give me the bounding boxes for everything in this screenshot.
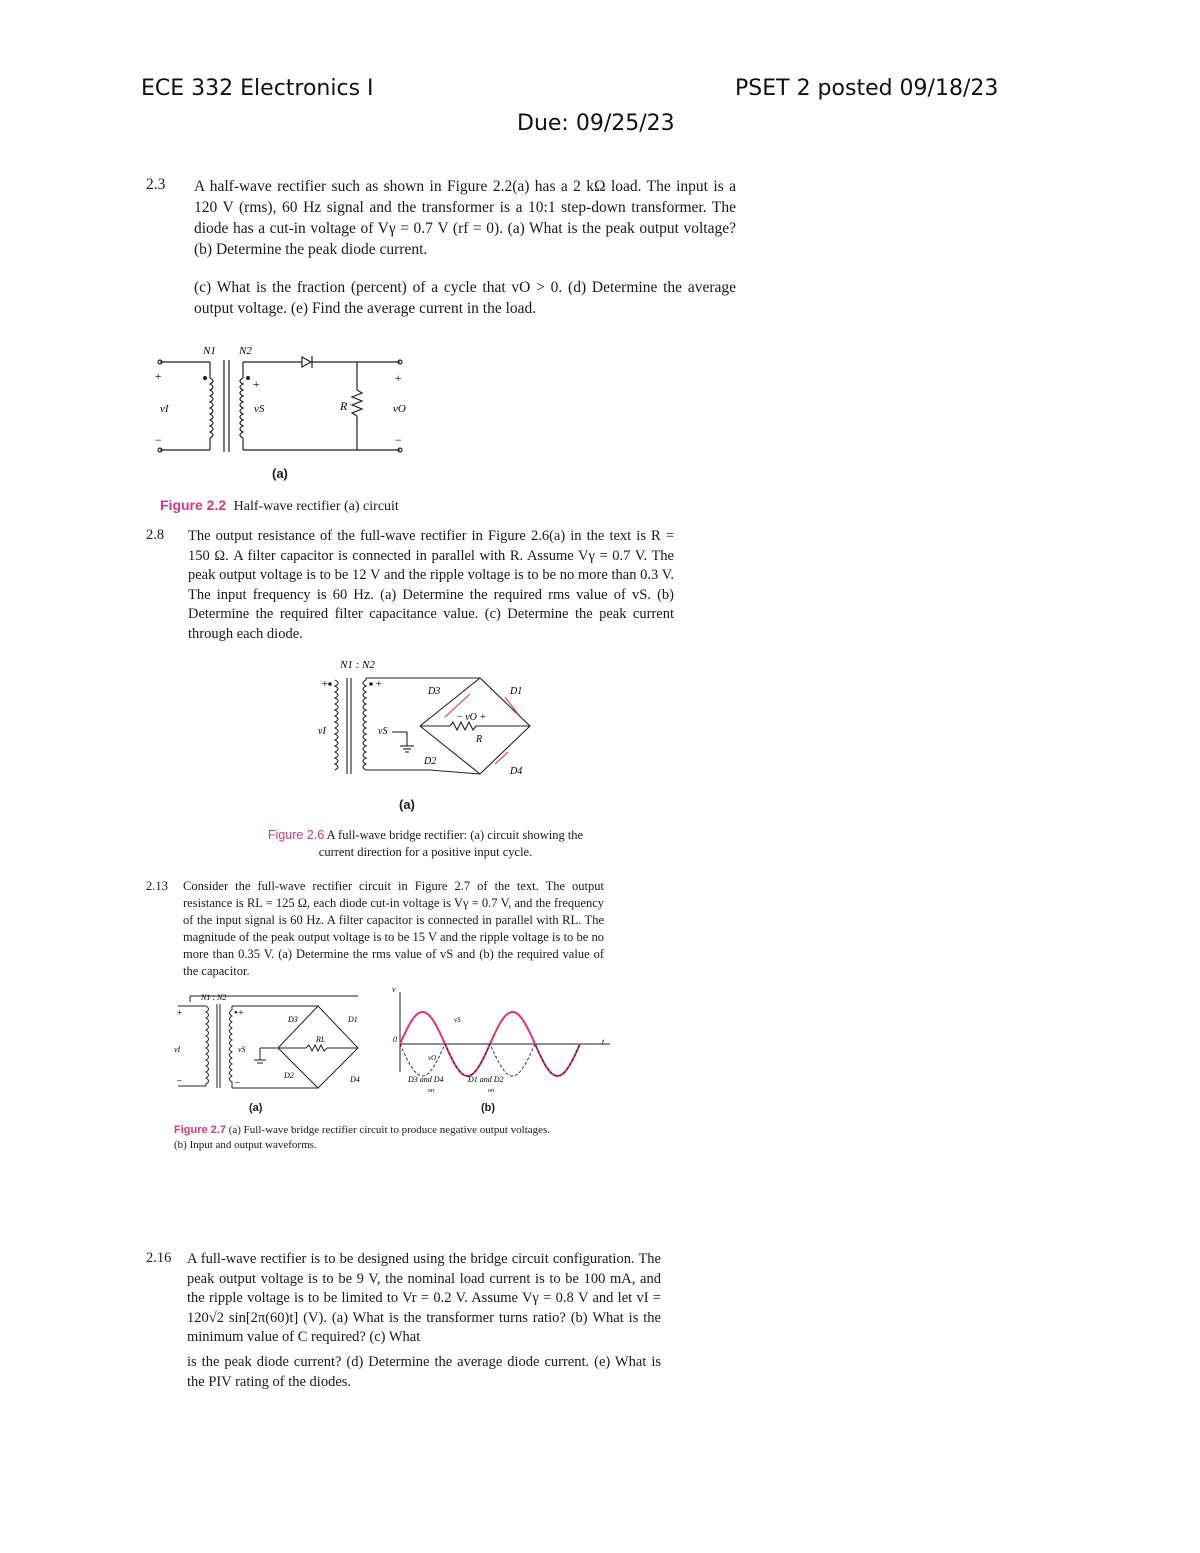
vs-label: vS [254,403,265,415]
vo-label: − vO + [456,712,487,723]
d4-label: D4 [510,766,523,777]
svg-text:+: + [154,369,163,383]
d3-label: D3 [288,1015,298,1024]
r-label: R [340,399,348,413]
svg-text:−: − [176,1076,183,1087]
rectifier-waveform [388,982,618,1102]
svg-text:−: − [394,433,403,447]
svg-text:+: + [375,678,383,690]
figure-caption-text-2: (b) Input and output waveforms. [174,1139,317,1151]
due-date: Due: 09/25/23 [517,111,675,136]
problem-number: 2.13 [146,879,168,893]
svg-text:+: + [394,371,403,385]
problem-text: is the peak diode current? (d) Determine the average diode current. (e) What is the PIV rating of the diodes. [187,1354,661,1390]
figure-number: Figure 2.2 [160,497,227,513]
n2-label: N2 [239,345,252,357]
vo-wave [400,1044,580,1076]
course-title: ECE 332 Electronics I [141,76,374,101]
wave-vs-label: vS [454,1016,461,1024]
figure-sublabel-b: (b) [481,1102,496,1114]
figure-sublabel: (a) [272,466,288,481]
pset-posted-date: PSET 2 posted 09/18/23 [735,76,999,101]
d3-label: D3 [428,686,441,697]
svg-text:−: − [234,1078,241,1089]
full-wave-bridge-rectifier-circuit [310,652,550,802]
svg-text:+: + [321,678,329,690]
svg-text:+: + [252,377,261,391]
on-sub-a: on [428,1088,434,1094]
rl-label: RL [316,1035,326,1044]
vi-label: vI [318,726,326,737]
vs-label: vS [238,1045,246,1054]
problem-number: 2.16 [146,1250,172,1266]
d2-label: D2 [284,1071,294,1080]
problem-number: 2.8 [146,527,165,543]
problem-text: (c) What is the fraction (percent) of a cycle that vO > 0. (d) Determine the average output voltage. (e) Find the average current in the load. [194,279,736,317]
vo-label: vO [393,403,406,415]
svg-text:−: − [154,433,163,447]
problem-text: A full-wave rectifier is to be designed using the bridge circuit configuration. The peak output voltage is to be 9 V, the nominal load current is to be 100 mA, and the ripple voltage is to be limited to Vr = 0.2 V. Assume Vγ = 0.8 V and let vI = 120√2 sin[2π(60)t] (V). (a) What is the transformer turns ratio? (b) What is the minimum value of C required? (c) What [187,1251,661,1346]
figure-caption [174,1123,550,1153]
wave-vo-label: vO [428,1054,437,1062]
figure-number: Figure 2.6 [267,828,325,842]
on-sub-b: on [488,1088,494,1094]
negative-output-bridge-circuit [168,988,386,1098]
vs-label: vS [378,726,388,737]
figure-caption [160,497,399,515]
t-axis-label: t [602,1037,605,1046]
r-label: R [476,734,483,745]
figure-sublabel: (a) [399,797,415,812]
svg-text:+: + [176,1008,183,1019]
vi-label: vI [174,1045,181,1054]
d2-label: D2 [424,756,437,767]
ratio-label: N1 : N2 [340,659,375,671]
figure-caption-text: A full-wave bridge rectifier: (a) circuit showing the current direction for a positive input cycle. [318,828,584,859]
problem-text: Consider the full-wave rectifier circuit in Figure 2.7 of the text. The output resistance is RL = 125 Ω, each diode cut-in voltage is Vγ = 0.7 V, and the frequency of the input signal is 60 Hz. A filter capacitor is connected in parallel with RL. The magnitude of the peak output voltage is to be 15 V and the ripple voltage is to be no more than 0.35 V. (a) Determine the rms value of vS and (b) the required value of the capacitor. [183,879,604,978]
vi-label: vI [160,403,169,415]
on-label-a: D3 and D4 [408,1075,444,1084]
problem-text: The output resistance of the full-wave rectifier in Figure 2.6(a) in the text is R = 150 Ω. A filter capacitor is connected in parallel with R. Assume Vγ = 0.7 V. The peak output voltage is to be 12 V and the ripple voltage is to be no more than 0.3 V. The input frequency is 60 Hz. (a) Determine the required rms value of vS. (b) Determine the required filter capacitance value. (c) Determine the peak current through each diode. [188,528,674,642]
problem-text: A half-wave rectifier such as shown in Figure 2.2(a) has a 2 kΩ load. The input is a 120 V (rms), 60 Hz signal and the transformer is a 10:1 step-down transformer. The diode has a cut-in voltage of Vγ = 0.7 V (rf = 0). (a) What is the peak output voltage? (b) Determine the peak diode current. [194,178,736,258]
figure-sublabel-a: (a) [249,1102,263,1114]
zero-label: 0 [393,1035,397,1044]
d1-label: D1 [348,1015,358,1024]
figure-caption-text: (a) Full-wave bridge rectifier circuit to produce negative output voltages. [228,1124,551,1136]
figure-caption-text: Half-wave rectifier (a) circuit [233,499,399,514]
figure-caption [258,827,593,861]
svg-text:•+: •+ [234,1008,245,1019]
v-axis-label: v [392,985,396,994]
figure-number: Figure 2.7 [174,1124,226,1136]
n1-label: N1 [203,345,216,357]
on-label-b: D1 and D2 [468,1075,504,1084]
d1-label: D1 [510,686,523,697]
d4-label: D4 [350,1075,360,1084]
half-wave-rectifier-circuit [150,340,420,480]
problem-number: 2.3 [146,176,166,193]
ratio-label: N1 : N2 [201,993,227,1002]
